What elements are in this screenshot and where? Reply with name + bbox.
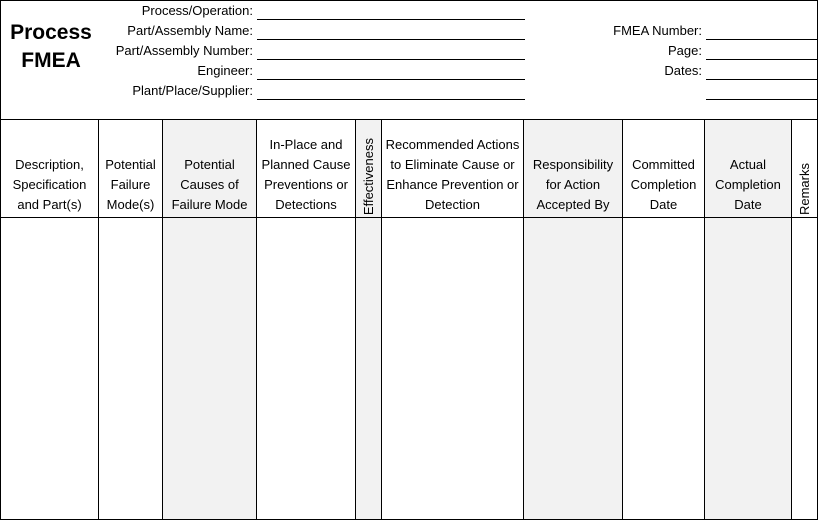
column-header-text: Recommended Actions to Eliminate Cause or Enhance Prevention or Detection xyxy=(385,137,520,212)
column-header-text: In-Place and Planned Cause Preventions or Detections xyxy=(261,137,351,212)
part-assembly-name-label: Part/Assembly Name: xyxy=(127,23,253,38)
column-potential-causes xyxy=(163,120,257,519)
column-remarks xyxy=(792,120,817,519)
column-header xyxy=(99,120,162,218)
form-title-line1: Process xyxy=(10,21,92,44)
column-header-text: Responsibility for Action Accepted By xyxy=(532,157,614,212)
column-header xyxy=(257,120,355,218)
column-committed-completion-date xyxy=(623,120,705,519)
column-potential-failure-modes xyxy=(99,120,163,519)
form-title-line2: FMEA xyxy=(21,49,81,72)
page-field[interactable] xyxy=(706,59,818,60)
column-effectiveness xyxy=(356,120,382,519)
process-operation-label: Process/Operation: xyxy=(141,3,253,18)
dates-field[interactable] xyxy=(706,79,818,80)
column-header xyxy=(356,120,381,218)
fmea-number-label: FMEA Number: xyxy=(613,23,702,38)
fmea-number-field[interactable] xyxy=(706,39,818,40)
column-description xyxy=(1,120,99,519)
plant-place-supplier-field[interactable] xyxy=(257,99,525,100)
column-preventions-detections xyxy=(257,120,356,519)
column-header xyxy=(705,120,791,218)
column-header-text: Actual Completion Date xyxy=(715,157,781,212)
fmea-table xyxy=(1,120,817,519)
column-header-text: Effectiveness xyxy=(360,137,376,215)
process-operation-field[interactable] xyxy=(257,19,525,20)
page-label: Page: xyxy=(668,43,702,58)
column-header xyxy=(524,120,622,218)
dates-field-second-line[interactable] xyxy=(706,99,818,100)
form-header xyxy=(1,1,817,120)
column-header-text: Potential Causes of Failure Mode xyxy=(171,157,248,212)
column-header xyxy=(1,120,98,218)
column-header-text: Potential Failure Mode(s) xyxy=(105,157,156,212)
column-responsibility xyxy=(524,120,623,519)
column-recommended-actions xyxy=(382,120,524,519)
engineer-label: Engineer: xyxy=(197,63,253,78)
column-header xyxy=(382,120,523,218)
part-assembly-number-label: Part/Assembly Number: xyxy=(115,43,253,58)
engineer-field[interactable] xyxy=(257,79,525,80)
part-assembly-name-field[interactable] xyxy=(257,39,525,40)
column-header-text: Committed Completion Date xyxy=(630,157,697,212)
column-header-text: Remarks xyxy=(796,162,812,215)
column-header xyxy=(792,120,817,218)
plant-place-supplier-label: Plant/Place/Supplier: xyxy=(132,83,253,98)
form-title xyxy=(5,19,97,75)
part-assembly-number-field[interactable] xyxy=(257,59,525,60)
column-header xyxy=(623,120,704,218)
dates-label: Dates: xyxy=(664,63,702,78)
column-header-text: Description, Specification and Part(s) xyxy=(12,157,87,212)
column-actual-completion-date xyxy=(705,120,792,519)
column-header xyxy=(163,120,256,218)
